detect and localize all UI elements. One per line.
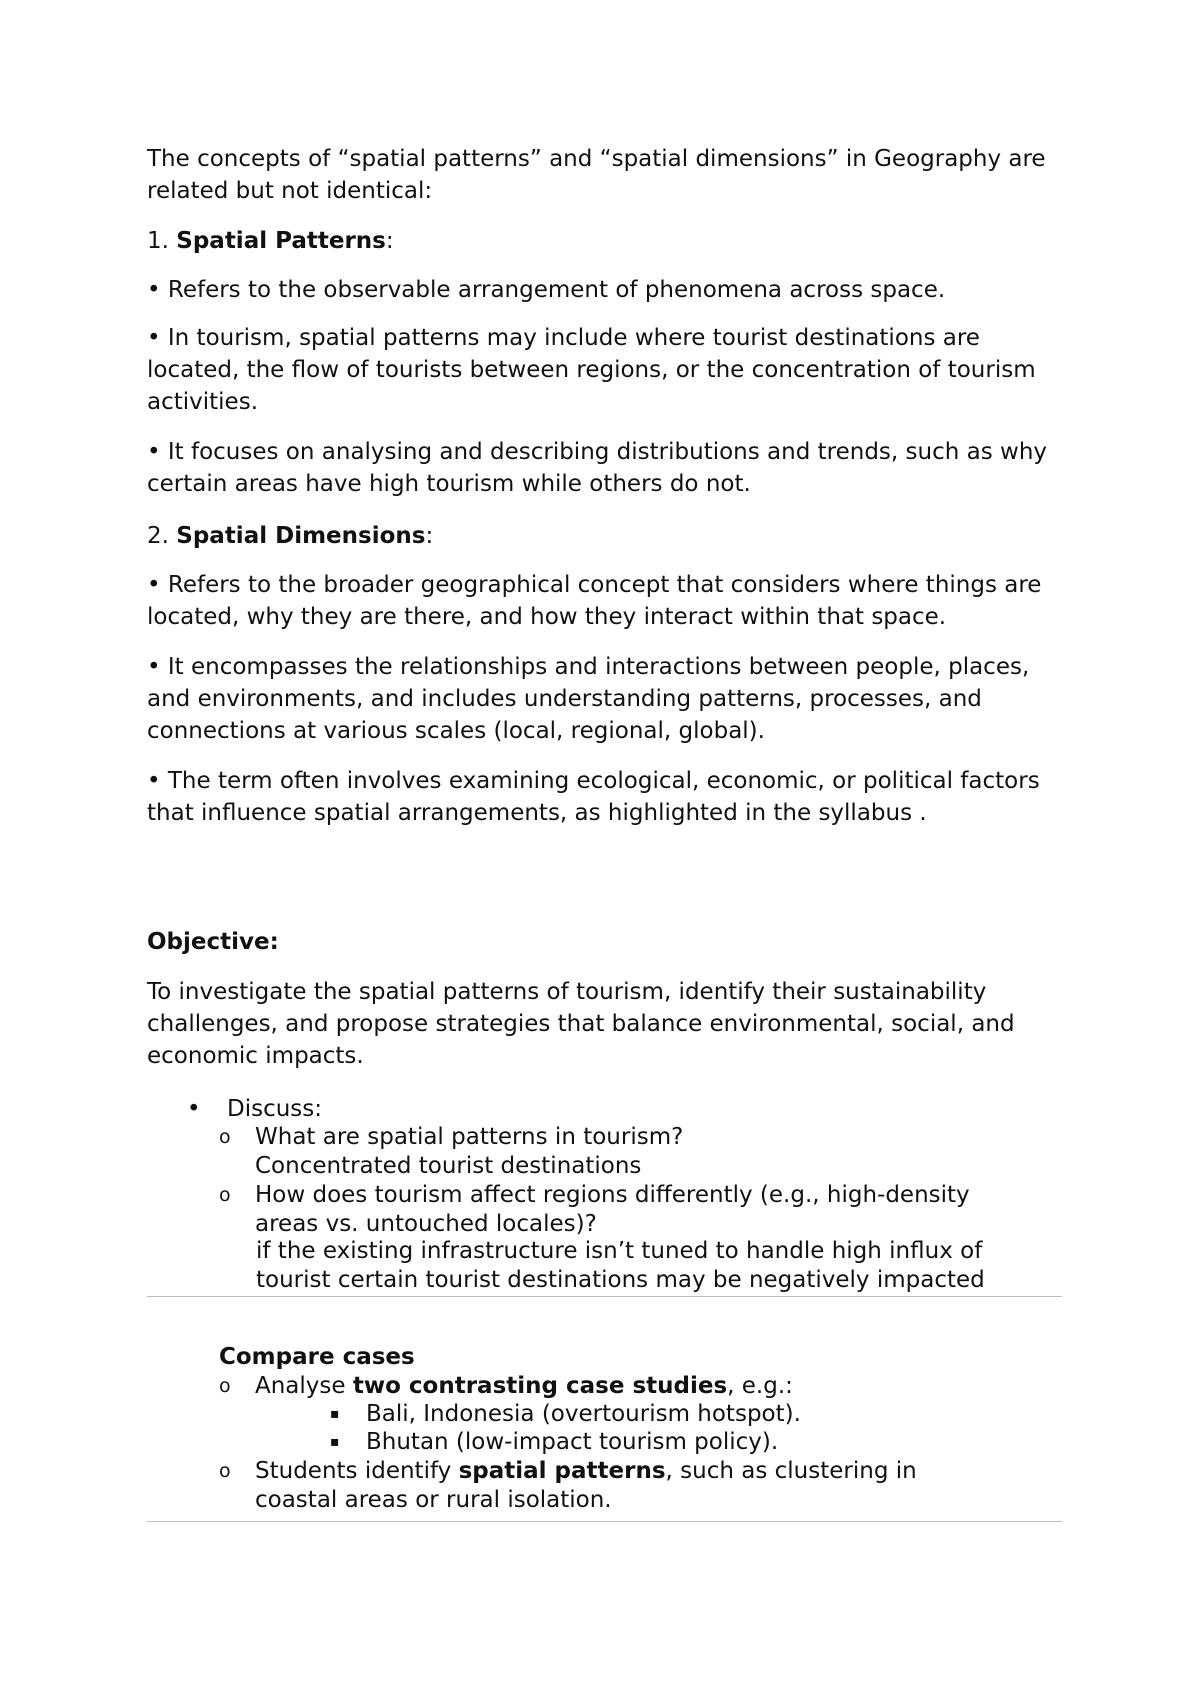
compare-text-post: , such as clustering in [665,1458,917,1484]
spatial-patterns-bullet: • In tourism, spatial patterns may include where tourist destinations are located, the flow of tourists between regions, or the concentration of tourism activities. [147,325,1036,415]
square-bullet-icon: ▪ [330,1406,340,1422]
intro-paragraph: The concepts of “spatial patterns” and “spatial dimensions” in Geography are related but not identical: [147,146,1046,204]
discuss-question [219,1179,970,1211]
circle-bullet-icon: o [219,1126,231,1148]
compare-text-bold: spatial patterns [458,1458,666,1484]
section-heading-spatial-dimensions [147,520,433,552]
question-text-continued: areas vs. untouched locales)? [255,1211,597,1237]
section-colon: : [385,228,394,254]
section-title: Spatial Patterns [176,228,386,254]
discuss-label: Discuss: [227,1096,323,1122]
case-study-text: Bhutan (low-impact tourism policy). [366,1429,779,1455]
compare-text-pre: Analyse [255,1373,353,1399]
section-number: 2. [147,523,177,549]
compare-item [219,1455,917,1487]
objective-text: To investigate the spatial patterns of tourism, identify their sustainability challenges, and propose strategies that balance environmental, social, and economic impacts. [147,979,1015,1069]
question-text: What are spatial patterns in tourism? [255,1124,684,1150]
spatial-dimensions-bullet: • The term often involves examining ecological, economic, or political factors that influence spatial arrangements, as highlighted in the syllabus . [147,768,1040,826]
case-study-item [330,1426,779,1458]
spatial-dimensions-bullet: • It encompasses the relationships and interactions between people, places, and environments, and includes understanding patterns, processes, and connections at various scales (local, regional, global). [147,654,1030,744]
section-colon: : [425,523,434,549]
circle-bullet-icon: o [219,1184,231,1206]
compare-text-post: , e.g.: [727,1373,793,1399]
question-answer: Concentrated tourist destinations [255,1153,642,1179]
discussion-note: if the existing infrastructure isn’t tuned to handle high influx of tourist certain tourist destinations may be negatively impacted [256,1238,985,1293]
question-text: How does tourism affect regions differently (e.g., high-density [255,1182,970,1208]
discuss-question [219,1121,684,1153]
circle-bullet-icon: o [219,1375,231,1397]
objective-heading: Objective: [147,929,279,955]
compare-text-pre: Students identify [255,1458,459,1484]
compare-heading: Compare cases [219,1344,415,1370]
case-study-text: Bali, Indonesia (overtourism hotspot). [366,1401,801,1427]
horizontal-rule [147,1296,1062,1297]
square-bullet-icon: ▪ [330,1434,340,1450]
spatial-patterns-bullet: • Refers to the observable arrangement of phenomena across space. [147,277,946,303]
section-number: 1. [147,228,177,254]
compare-text-bold: two contrasting case studies [352,1373,728,1399]
circle-bullet-icon: o [219,1460,231,1482]
section-heading-spatial-patterns [147,225,394,257]
bullet-marker: • [187,1096,201,1122]
horizontal-rule [147,1521,1062,1522]
spatial-dimensions-bullet: • Refers to the broader geographical concept that considers where things are located, why they are there, and how they interact within that space. [147,572,1042,630]
section-title: Spatial Dimensions [176,523,426,549]
spatial-patterns-bullet: • It focuses on analysing and describing distributions and trends, such as why certain areas have high tourism while others do not. [147,439,1048,497]
compare-text-continued: coastal areas or rural isolation. [255,1487,612,1513]
